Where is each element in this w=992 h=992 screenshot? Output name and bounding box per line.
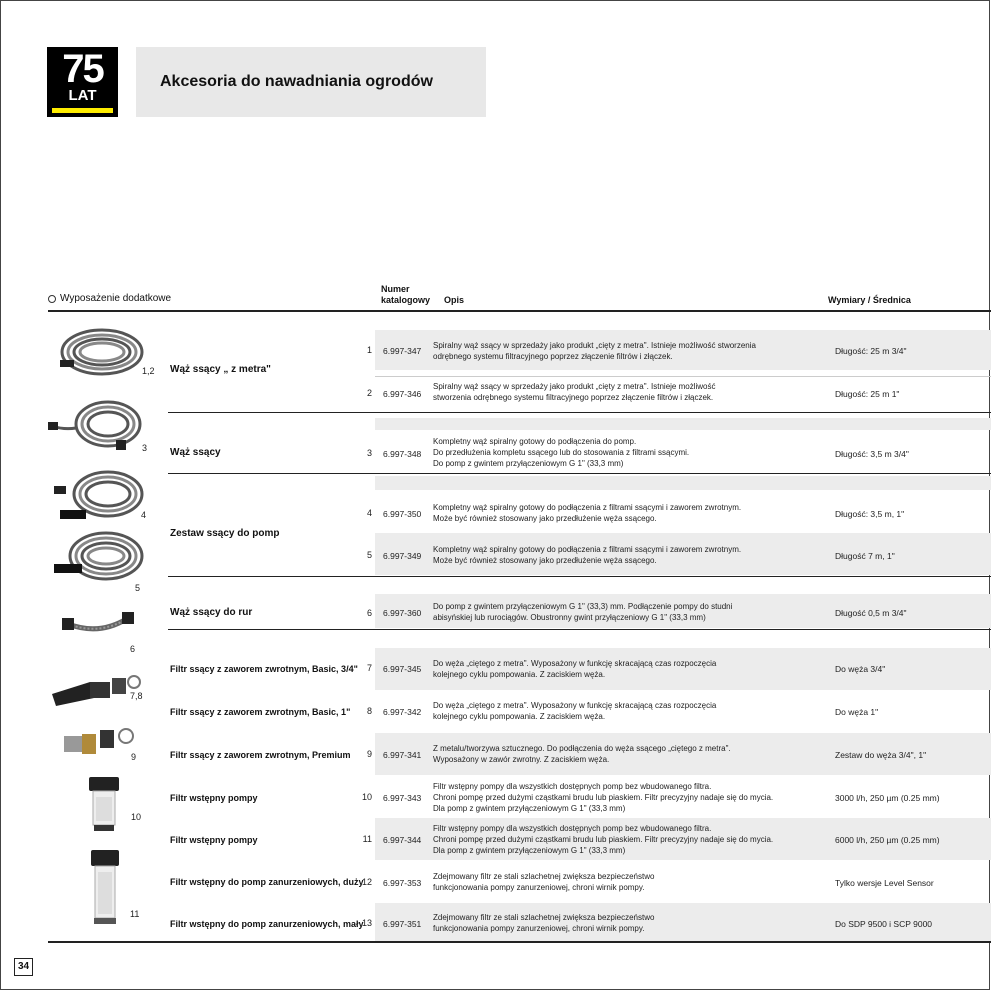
catalog-number: 6.997-346 (383, 389, 422, 399)
suction-hose-coil-icon (52, 322, 147, 384)
row-ref: 6 (366, 608, 372, 618)
row-dimensions: Do węża 3/4" (835, 664, 886, 674)
row-dimensions: Zestaw do węża 3/4", 1" (835, 750, 927, 760)
suction-hose-coil-icon (50, 528, 146, 590)
row-description: Kompletny wąż spiralny gotowy do podłączenia z filtrami ssącymi i zaworem zwrotnym. Może być również stosowany jako przedłużenie węża ssącego. (433, 545, 742, 565)
row-description: Do węża „ciętego z metra". Wyposażony w funkcję skracającą czas rozpoczęcia kolejnego cyklu pompowania. Z zaciskiem węża. (433, 701, 717, 721)
row-dimensions: Długość: 25 m 3/4" (835, 346, 907, 356)
row-description: Kompletny wąż spiralny gotowy do podłączenia do pomp. Do przedłużenia kompletu ssącego lub do stosowania z filtrami ssącymi. Do pomp z gwintem przyłączeniowym G 1" (33,3 mm) (433, 437, 690, 468)
anniversary-logo (47, 47, 118, 117)
row-description: Filtr wstępny pompy dla wszystkich dostępnych pomp bez wbudowanego filtra. Chroni pompę przed dużymi cząstkami brudu lub piaskiem. Filtr precyzyjny nadaje się do mycia. Dla pomp z gwintem przyłączeniowym G 1" (33,3 mm) (433, 782, 774, 813)
title-box (136, 47, 486, 117)
image-label: 4 (141, 510, 147, 520)
logo-word: LAT (68, 87, 97, 104)
row-description: Spiralny wąż ssący w sprzedaży jako produkt „cięty z metra". Istnieje możliwość stworzenia odrębnego systemu filtracyjnego poprzez złączenie filtrów i złączek. (433, 382, 716, 402)
group-rule (168, 473, 991, 474)
row-description: Zdejmowany filtr ze stali szlachetnej zwiększa bezpieczeństwo funkcjonowania pompy zanurzeniowej, chroni wirnik pompy. (433, 913, 655, 933)
short-hose-icon (60, 606, 136, 646)
image-label: 3 (142, 443, 148, 453)
band-spacer-4 (375, 476, 991, 490)
row-description: Filtr wstępny pompy dla wszystkich dostępnych pomp bez wbudowanego filtra. Chroni pompę przed dużymi cząstkami brudu lub piaskiem. Filtr precyzyjny nadaje się do mycia. Dla pomp z gwintem przyłączeniowym G 1" (33,3 mm) (433, 824, 774, 855)
header-rule (48, 310, 991, 312)
logo-number: 75 (62, 47, 103, 91)
image-label: 1,2 (142, 366, 155, 376)
row-dimensions: Do węża 1" (835, 707, 879, 717)
row-ref: 9 (366, 749, 372, 759)
row-dimensions: Długość: 3,5 m, 1" (835, 509, 905, 519)
catalog-number: 6.997-342 (383, 707, 422, 717)
header-dimensions: Wymiary / Średnica (828, 295, 911, 305)
image-label: 6 (130, 644, 136, 654)
row-description: Kompletny wąż spiralny gotowy do podłączenia z filtrami ssącymi i zaworem zwrotnym. Może być również stosowany jako przedłużenie węża ssącego. (433, 503, 742, 523)
row-ref: 5 (366, 550, 372, 560)
product-name: Filtr wstępny do pomp zanurzeniowych, duży (170, 877, 364, 887)
group-name: Wąż ssący do rur (170, 607, 253, 618)
product-name: Filtr wstępny pompy (170, 793, 258, 803)
catalog-number: 6.997-344 (383, 835, 422, 845)
row-ref: 11 (362, 834, 372, 844)
image-label: 9 (131, 752, 137, 762)
row-ref: 8 (366, 706, 372, 716)
section-label (48, 293, 171, 304)
product-name: Filtr ssący z zaworem zwrotnym, Basic, 1" (170, 707, 351, 717)
catalog-number: 6.997-360 (383, 608, 422, 618)
row-ref: 7 (366, 663, 372, 673)
group-rule (168, 629, 991, 630)
group-rule (168, 412, 991, 413)
circle-bullet-icon (48, 295, 56, 303)
row-separator (375, 376, 991, 377)
row-description: Z metalu/tworzywa sztucznego. Do podłączenia do węża ssącego „ciętego z metra". Wyposażony w zawór zwrotny. Z zaciskiem węża. (433, 744, 731, 764)
catalog-number: 6.997-349 (383, 551, 422, 561)
image-label: 5 (135, 583, 141, 593)
group-rule (168, 576, 991, 577)
row-dimensions: Długość: 3,5 m 3/4" (835, 449, 909, 459)
table-bottom-rule (48, 941, 991, 943)
catalog-number: 6.997-351 (383, 919, 422, 929)
catalog-number: 6.997-348 (383, 449, 422, 459)
product-name: Filtr ssący z zaworem zwrotnym, Premium (170, 750, 351, 760)
row-dimensions: Długość: 25 m 1" (835, 389, 900, 399)
header-catalog-1: Numer (381, 284, 410, 294)
page-number: 34 (14, 958, 33, 976)
row-description: Do pomp z gwintem przyłączeniowym G 1" (33,3) mm. Podłączenie pompy do studni abisyńskiej lub rurociągów. Obustronny gwint przyłączeniowy G 1" (33,3 mm) (433, 602, 733, 622)
pump-prefilter-icon (86, 775, 122, 833)
suction-hose-coil-icon (50, 466, 146, 526)
catalog-number: 6.997-341 (383, 750, 422, 760)
row-description: Spiralny wąż ssący w sprzedaży jako produkt „cięty z metra". Istnieje możliwość stworzenia odrębnego systemu filtracyjnego poprzez złączenie filtrów i złączek. (433, 341, 756, 361)
section-label-text: Wyposażenie dodatkowe (60, 293, 172, 304)
pump-prefilter-icon (88, 848, 124, 928)
suction-filter-icon (62, 722, 140, 762)
row-dimensions: Tylko wersje Level Sensor (835, 878, 934, 888)
band-spacer-3 (375, 418, 991, 430)
group-name: Wąż ssący „ z metra" (170, 364, 271, 375)
group-name: Zestaw ssący do pomp (170, 528, 280, 539)
row-ref: 1 (366, 345, 372, 355)
suction-filter-icon (50, 672, 142, 708)
row-ref: 2 (366, 388, 372, 398)
row-ref: 3 (366, 448, 372, 458)
row-ref: 10 (361, 792, 372, 802)
row-dimensions: Długość 0,5 m 3/4" (835, 608, 907, 618)
row-description: Zdejmowany filtr ze stali szlachetnej zwiększa bezpieczeństwo funkcjonowania pompy zanurzeniowej, chroni wirnik pompy. (433, 872, 655, 892)
row-description: Do węża „ciętego z metra". Wyposażony w funkcję skracającą czas rozpoczęcia kolejnego cyklu pompowania. Z zaciskiem węża. (433, 659, 717, 679)
image-label: 7,8 (130, 691, 143, 701)
header-catalog-2: katalogowy (381, 295, 431, 305)
suction-hose-coil-icon (46, 396, 146, 454)
image-label: 11 (130, 909, 140, 919)
row-dimensions: Długość 7 m, 1" (835, 551, 895, 561)
row-dimensions: 6000 l/h, 250 µm (0.25 mm) (835, 835, 940, 845)
row-dimensions: 3000 l/h, 250 µm (0.25 mm) (835, 793, 940, 803)
product-name: Filtr wstępny do pomp zanurzeniowych, mały (170, 919, 364, 929)
product-name: Filtr wstępny pompy (170, 835, 258, 845)
catalog-number: 6.997-350 (383, 509, 422, 519)
image-label: 10 (131, 812, 142, 822)
row-ref: 12 (361, 877, 372, 887)
row-ref: 13 (361, 918, 372, 928)
catalog-number: 6.997-345 (383, 664, 422, 674)
group-name: Wąż ssący (170, 447, 221, 458)
catalog-number: 6.997-347 (383, 346, 422, 356)
logo-yellow-bar (52, 108, 113, 113)
catalog-number: 6.997-343 (383, 793, 422, 803)
product-name: Filtr ssący z zaworem zwrotnym, Basic, 3/4" (170, 664, 358, 674)
row-ref: 4 (366, 508, 372, 518)
header-description: Opis (444, 295, 465, 305)
row-dimensions: Do SDP 9500 i SCP 9000 (835, 919, 933, 929)
catalog-number: 6.997-353 (383, 878, 422, 888)
page-title: Akcesoria do nawadniania ogrodów (160, 73, 433, 90)
